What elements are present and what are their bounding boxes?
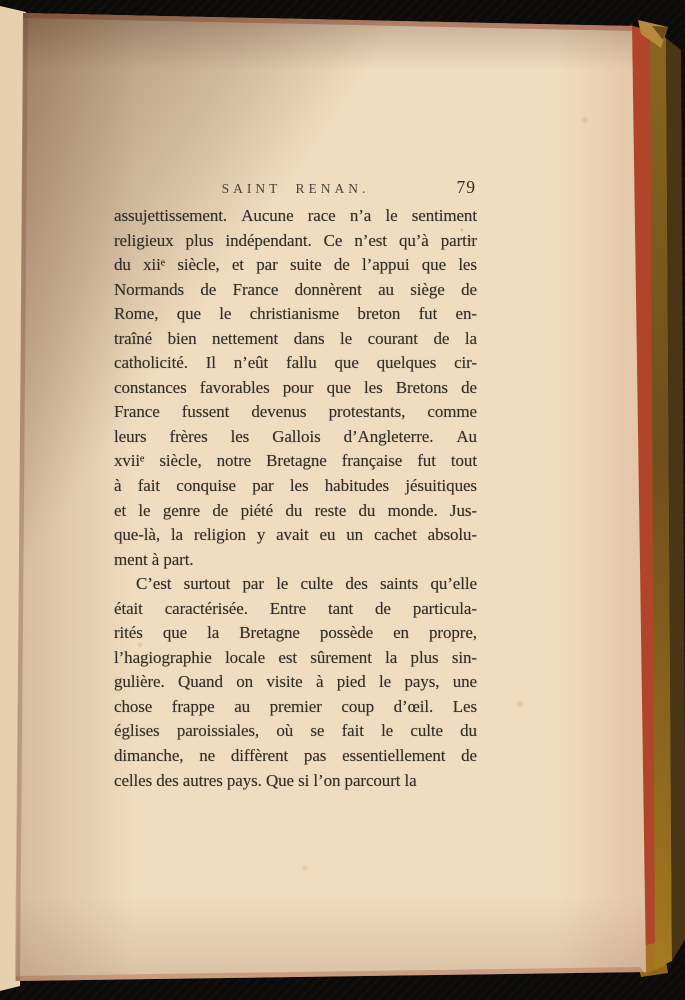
- word: le: [385, 206, 398, 225]
- word: christianisme: [249, 304, 340, 324]
- word: de: [333, 255, 350, 275]
- word: est: [278, 647, 297, 667]
- word: Normands: [114, 279, 185, 299]
- word: la: [207, 623, 220, 643]
- word: breton: [357, 304, 401, 324]
- word: on: [236, 672, 254, 692]
- word: bien: [167, 328, 197, 348]
- word: de: [212, 500, 229, 520]
- word: au: [378, 279, 394, 299]
- word: surtout: [183, 574, 231, 594]
- word: à: [315, 672, 324, 692]
- word: que: [162, 623, 188, 643]
- word: d’Angleterre.: [343, 426, 434, 446]
- word: caractérisée.: [164, 598, 248, 618]
- word: visite: [266, 672, 303, 692]
- word: devenus: [251, 402, 307, 422]
- word: les: [364, 377, 383, 397]
- word: d’œil.: [393, 696, 434, 716]
- word: avait: [276, 525, 309, 545]
- word: catholicité.: [114, 353, 188, 373]
- word: culte: [300, 574, 334, 594]
- word: xiiᵉ: [143, 255, 166, 275]
- word: des: [345, 574, 368, 594]
- word: diffèrent: [230, 746, 289, 766]
- word: xviiᵉ: [114, 451, 145, 471]
- word: coup: [341, 696, 375, 716]
- word: absolu-: [427, 525, 477, 545]
- word: par: [252, 476, 274, 496]
- text-block: [114, 204, 477, 793]
- word: fussent: [181, 402, 230, 422]
- word: siècle,: [159, 451, 202, 471]
- word: essentiellement: [342, 746, 446, 766]
- word: n’eût: [233, 353, 269, 373]
- text-line: [114, 449, 477, 474]
- word: n’est: [354, 230, 387, 250]
- word: fallu: [286, 353, 317, 373]
- running-header: [114, 177, 477, 201]
- word: de: [461, 746, 477, 766]
- text-line: ment à part.: [114, 549, 194, 569]
- word: frappe: [171, 696, 215, 716]
- text-line: [114, 351, 477, 376]
- word: les: [458, 255, 477, 275]
- word: nettement: [212, 328, 279, 348]
- text-line: [114, 744, 477, 769]
- word: que: [334, 353, 359, 373]
- word: les: [289, 476, 309, 496]
- word: frères: [169, 426, 208, 446]
- word: Bretagne: [239, 623, 300, 643]
- word: premier: [269, 696, 322, 716]
- word: que: [176, 304, 201, 324]
- word: siège: [410, 279, 445, 299]
- text-line: [114, 646, 477, 671]
- word: traîné: [114, 328, 153, 348]
- word: le: [138, 500, 151, 520]
- text-line: [114, 597, 477, 622]
- word: protestants,: [328, 402, 406, 422]
- word: où: [276, 721, 294, 741]
- word: en: [393, 623, 409, 643]
- word: piété: [240, 500, 274, 520]
- word: par: [242, 574, 264, 594]
- word: chose: [114, 696, 153, 716]
- paragraph: [114, 204, 477, 572]
- word: du: [460, 721, 477, 741]
- word: assujettissement.: [114, 206, 228, 225]
- word: que: [326, 377, 351, 397]
- word: et: [114, 500, 127, 520]
- word: paroissiales,: [176, 721, 260, 741]
- word: de: [461, 279, 477, 299]
- word: eu: [319, 525, 336, 545]
- word: française: [341, 451, 403, 471]
- word: leurs: [114, 426, 147, 446]
- text-line: [114, 327, 477, 352]
- word: cachet: [373, 525, 417, 545]
- word: Jus-: [449, 500, 477, 520]
- text-line: [114, 278, 477, 303]
- word: plus: [410, 647, 439, 667]
- foxing-spot: [582, 117, 588, 123]
- text-line: [114, 253, 477, 278]
- word: constances: [114, 377, 187, 397]
- word: France: [232, 279, 279, 299]
- word: du: [358, 500, 376, 520]
- text-line: [114, 695, 477, 720]
- word: race: [307, 206, 336, 225]
- word: Gallois: [272, 426, 321, 446]
- word: le: [340, 328, 353, 348]
- word: Bretagne: [266, 451, 327, 471]
- word: qu’à: [398, 230, 429, 250]
- word: par: [256, 255, 278, 275]
- word: le: [381, 721, 394, 741]
- word: un: [346, 525, 364, 545]
- word: dans: [293, 328, 325, 348]
- word: une: [452, 672, 477, 692]
- word: pas: [303, 746, 327, 766]
- text-line: celles des autres pays. Que si l’on parcourt la: [114, 770, 417, 790]
- word: de: [461, 377, 477, 397]
- word: l’hagiographie: [114, 647, 212, 667]
- word: la: [385, 647, 398, 667]
- word: se: [310, 721, 325, 741]
- word: jésuitiques: [405, 476, 477, 496]
- word: Bretons: [395, 377, 448, 397]
- word: du: [285, 500, 303, 520]
- text-line: [114, 474, 477, 499]
- word: le: [379, 672, 392, 692]
- word: locale: [225, 647, 266, 667]
- word: Il: [205, 353, 216, 373]
- word: gulière.: [114, 672, 165, 692]
- text-line: [114, 229, 477, 254]
- word: Rome,: [114, 304, 159, 324]
- word: saints: [380, 574, 419, 594]
- word: tant: [328, 598, 354, 618]
- word: sentiment: [411, 206, 477, 225]
- text-line: [114, 425, 477, 450]
- word: notre: [216, 451, 252, 471]
- word: suite: [289, 255, 322, 275]
- word: religieux: [114, 230, 174, 250]
- word: reste: [314, 500, 347, 520]
- word: le: [276, 574, 289, 594]
- word: comme: [427, 402, 477, 422]
- text-line: [114, 499, 477, 524]
- word: de: [200, 279, 217, 299]
- word: les: [230, 426, 250, 446]
- word: la: [170, 525, 183, 545]
- word: Ce: [323, 230, 343, 250]
- word: quelques: [376, 353, 437, 373]
- word: indépendant.: [225, 230, 312, 250]
- word: à: [114, 476, 122, 496]
- word: au: [234, 696, 251, 716]
- text-line: [114, 302, 477, 327]
- word: dimanche,: [114, 746, 184, 766]
- word: rités: [114, 623, 143, 643]
- word: fut: [418, 304, 438, 324]
- word: possède: [319, 623, 374, 643]
- text-line: [114, 572, 477, 597]
- word: en-: [455, 304, 477, 324]
- word: ne: [199, 746, 216, 766]
- text-line: [114, 719, 477, 744]
- word: de: [375, 598, 391, 618]
- word: genre: [162, 500, 201, 520]
- word: Aucune: [241, 206, 294, 225]
- word: était: [114, 598, 143, 618]
- word: particula-: [412, 598, 477, 618]
- running-header-title: SAINT RENAN.: [221, 181, 370, 196]
- word: pied: [336, 672, 366, 692]
- text-line: [114, 523, 477, 548]
- word: Au: [456, 426, 477, 446]
- word: la: [464, 328, 477, 348]
- word: de: [433, 328, 450, 348]
- word: courant: [367, 328, 418, 348]
- text-line: [114, 204, 477, 229]
- word: tout: [450, 451, 477, 471]
- word: monde.: [387, 500, 438, 520]
- word: l’appui: [362, 255, 410, 275]
- word: habitudes: [324, 476, 390, 496]
- word: propre,: [429, 623, 477, 643]
- word: culte: [410, 721, 443, 741]
- word: partir: [440, 230, 477, 250]
- word: fait: [137, 476, 160, 496]
- text-line: [114, 376, 477, 401]
- word: donnèrent: [294, 279, 362, 299]
- foxing-spot: [517, 701, 523, 707]
- word: y: [256, 525, 266, 545]
- word: siècle,: [177, 255, 220, 275]
- word: France: [114, 402, 160, 422]
- word: favorables: [199, 377, 270, 397]
- word: Les: [452, 696, 477, 716]
- text-line: [114, 621, 477, 646]
- word: conquise: [176, 476, 236, 496]
- word: Entre: [269, 598, 307, 618]
- word: églises: [114, 721, 160, 741]
- word: C’est: [136, 574, 172, 594]
- word: plus: [185, 230, 214, 250]
- word: sin-: [451, 647, 477, 667]
- word: le: [219, 304, 232, 324]
- word: pays,: [404, 672, 440, 692]
- word: du: [114, 255, 131, 275]
- word: pour: [282, 377, 314, 397]
- word: fait: [341, 721, 364, 741]
- word: sûrement: [310, 647, 372, 667]
- text-line: [114, 670, 477, 695]
- text-line: [114, 400, 477, 425]
- word: Quand: [178, 672, 223, 692]
- word: que: [421, 255, 447, 275]
- foxing-spot: [302, 865, 307, 870]
- word: qu’elle: [430, 574, 477, 594]
- word: fut: [417, 451, 436, 471]
- word: et: [231, 255, 244, 275]
- word: que-là,: [114, 525, 161, 545]
- word: cir-: [454, 353, 477, 373]
- word: n’a: [349, 206, 372, 225]
- paragraph: [114, 572, 477, 793]
- word: religion: [193, 525, 246, 545]
- page-number: 79: [456, 177, 476, 197]
